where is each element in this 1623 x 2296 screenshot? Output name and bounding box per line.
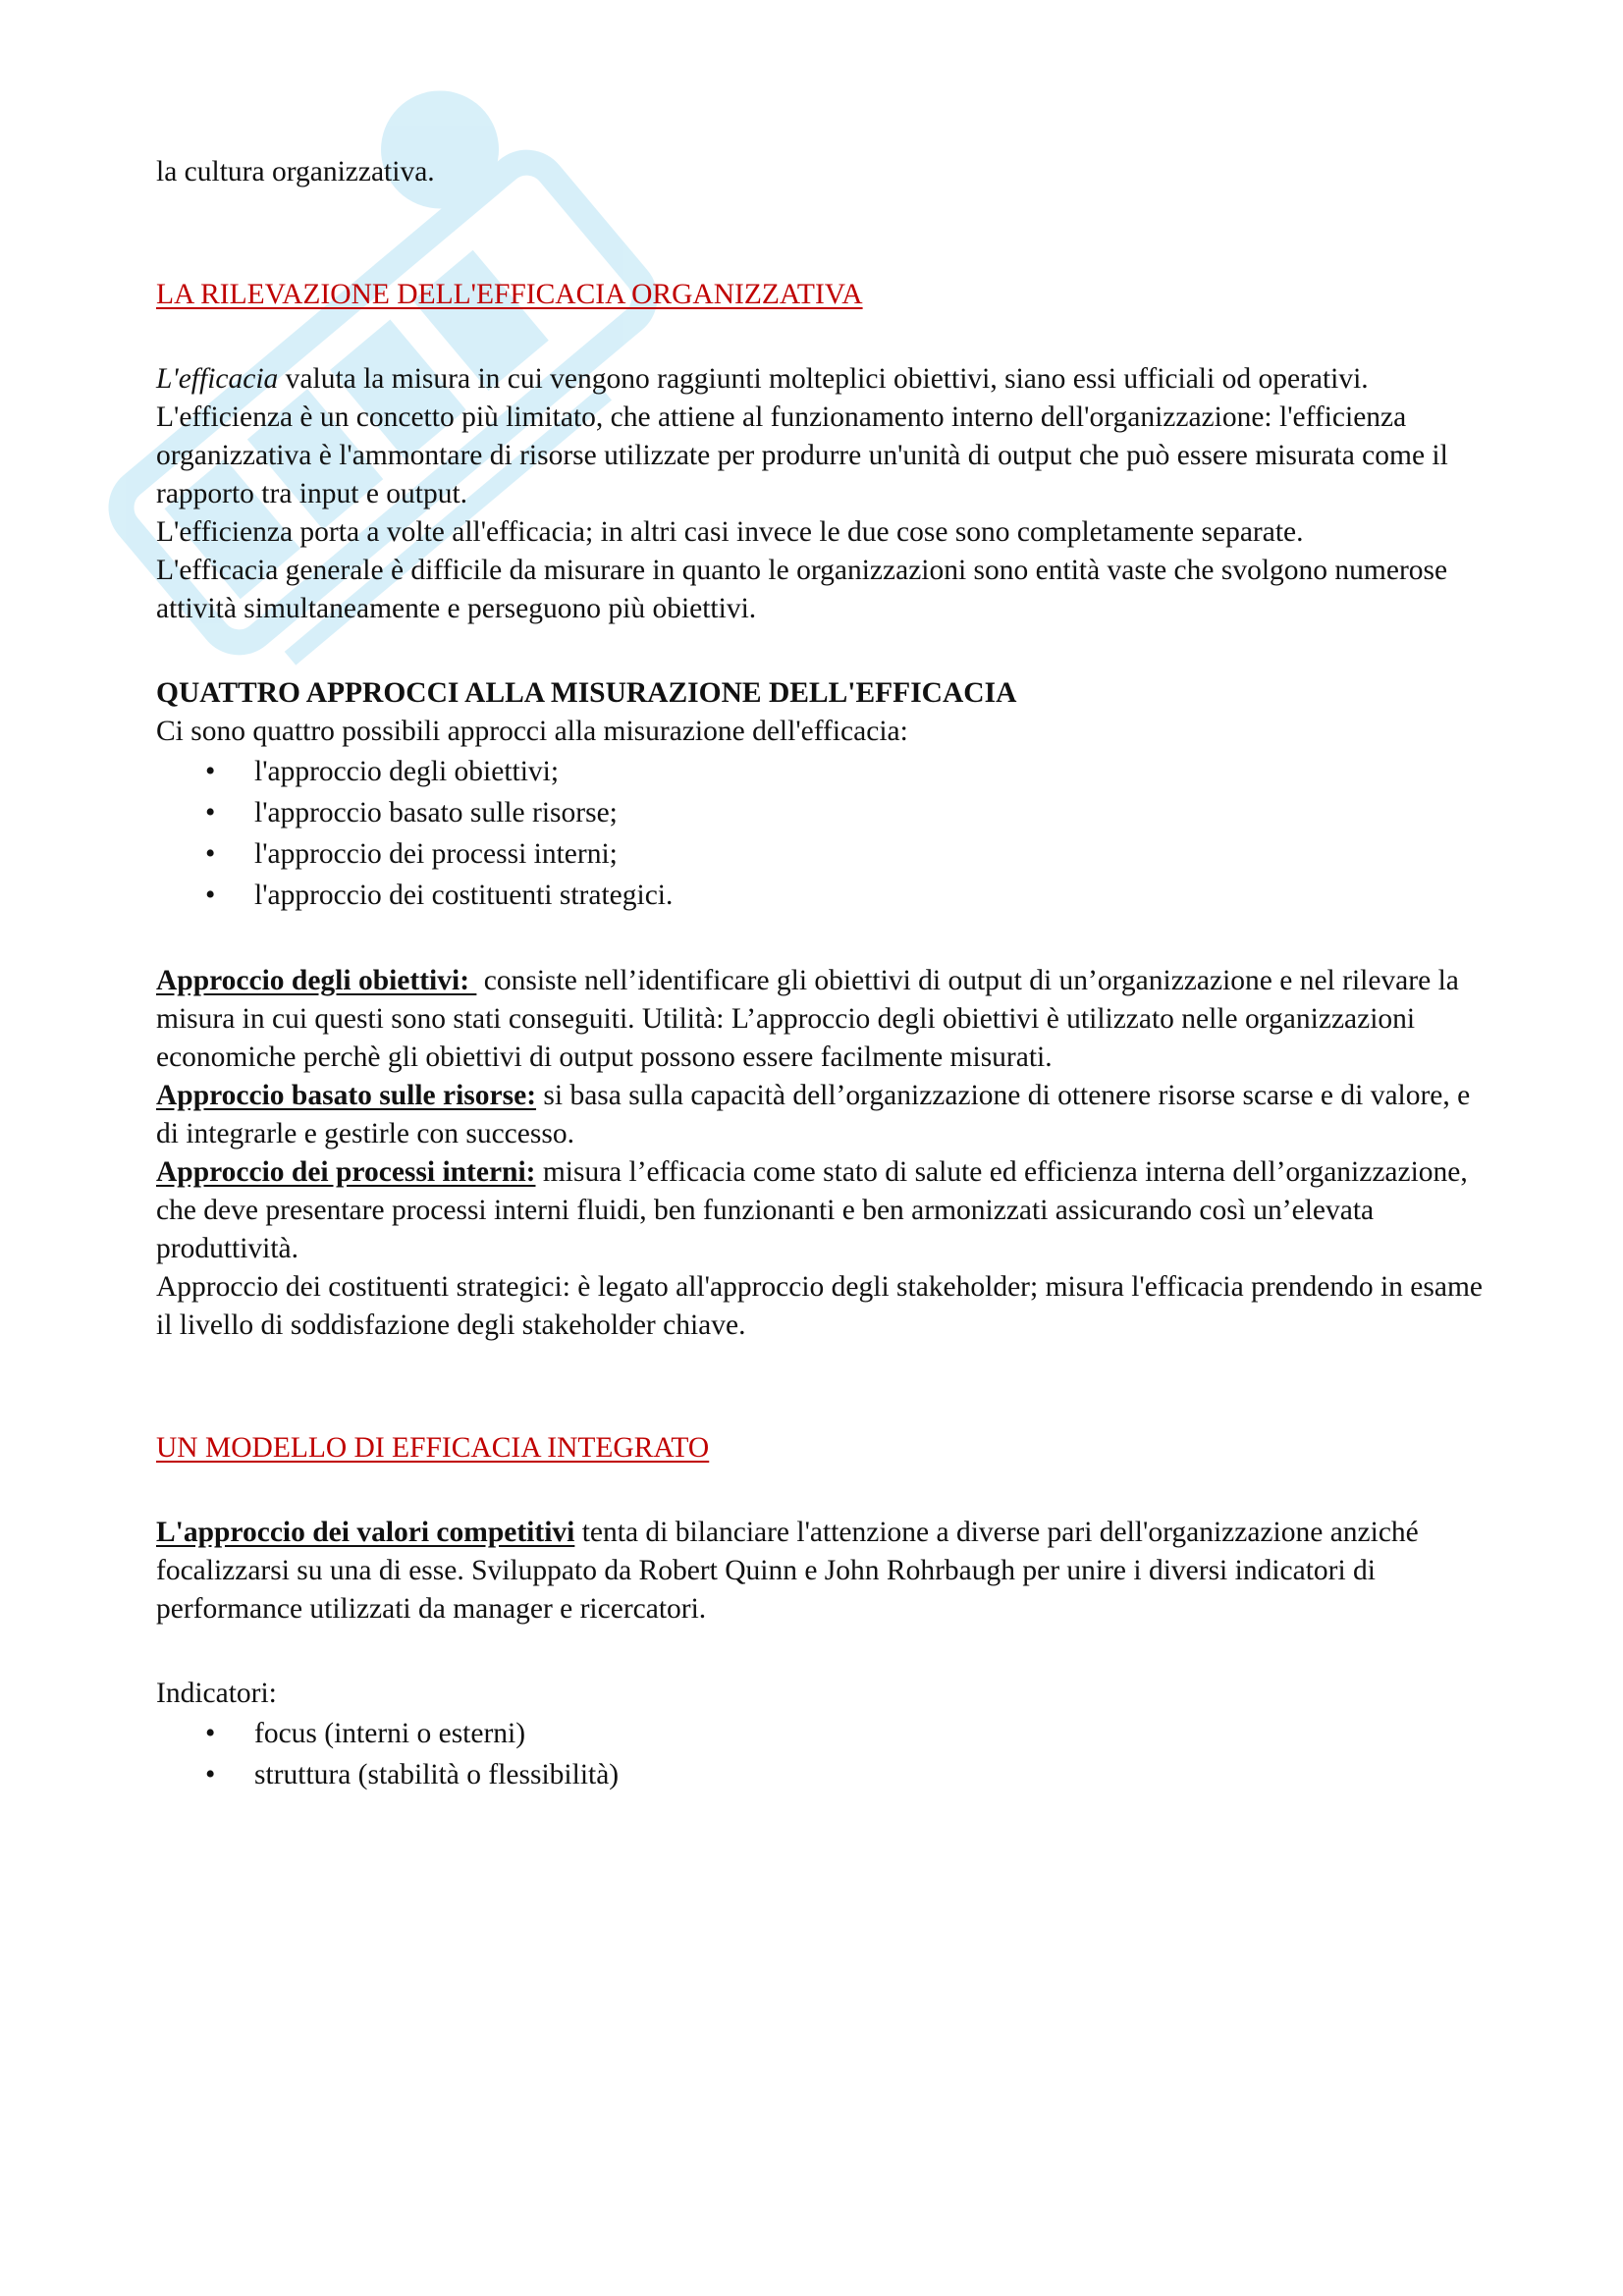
approccio-processi-paragraph: Approccio dei processi interni: misura l’efficacia come stato di salute ed efficienza interna dell’organizzazione, che deve presentare processi interni fluidi, ben funzionanti e ben armonizzati assicurando così un’elevata produttività. xyxy=(156,1156,1468,1264)
bullet-icon: • xyxy=(205,756,216,787)
approccio-obiettivi-lead: Approccio degli obiettivi: xyxy=(156,965,470,996)
document-page xyxy=(156,153,1491,1795)
approcci-list xyxy=(156,751,1491,916)
approccio-risorse-lead: Approccio basato sulle risorse: xyxy=(156,1080,537,1111)
term-efficacia: L'efficacia xyxy=(156,363,279,395)
section-heading-modello-integrato: UN MODELLO DI EFFICACIA INTEGRATO xyxy=(156,1432,710,1464)
efficacia-paragraph: L'efficacia valuta la misura in cui vengono raggiunti molteplici obiettivi, siano essi ufficiali od operativi. L'efficienza è un concetto più limitato, che attiene al funzionamento interno dell'organizzazione: l'efficienza organizzativa è l'ammontare di risorse utilizzate per produrre un'unità di output che può essere misurata come il rapporto tra input e output. xyxy=(156,363,1448,509)
bullet-icon: • xyxy=(205,838,216,870)
list-item: • l'approccio dei processi interni; xyxy=(156,833,1491,875)
approccio-costituenti-paragraph: Approccio dei costituenti strategici: è legato all'approccio degli stakeholder; misura l'efficacia prendendo in esame il livello di soddisfazione degli stakeholder chiave. xyxy=(156,1271,1484,1341)
list-item: • l'approccio basato sulle risorse; xyxy=(156,792,1491,833)
bullet-icon: • xyxy=(205,1759,216,1790)
valori-competitivi-lead: L'approccio dei valori competitivi xyxy=(156,1517,575,1548)
indicatori-list xyxy=(156,1713,1491,1795)
approccio-obiettivi-paragraph: Approccio degli obiettivi: consiste nell’identificare gli obiettivi di output di un’organizzazione e nel rilevare la misura in cui questi sono stati conseguiti. Utilità: L’approccio degli obiettivi è utilizzato nelle organizzazioni economiche perchè gli obiettivi di output possono essere facilmente misurati. xyxy=(156,965,1459,1073)
list-item: • l'approccio dei costituenti strategici. xyxy=(156,875,1491,916)
section-heading-rilevazione: LA RILEVAZIONE DELL'EFFICACIA ORGANIZZATIVA xyxy=(156,279,863,310)
indicatori-label: Indicatori: xyxy=(156,1678,277,1709)
list-item: • focus (interni o esterni) xyxy=(156,1713,1491,1754)
bullet-icon: • xyxy=(205,1718,216,1749)
efficienza-paragraph: L'efficienza porta a volte all'efficacia; in altri casi invece le due cose sono completamente separate. xyxy=(156,516,1304,548)
bullet-icon: • xyxy=(205,880,216,911)
efficacia-generale-paragraph: L'efficacia generale è difficile da misurare in quanto le organizzazioni sono entità vaste che svolgono numerose attività simultaneamente e perseguono più obiettivi. xyxy=(156,555,1448,624)
approcci-intro: Ci sono quattro possibili approcci alla misurazione dell'efficacia: xyxy=(156,716,908,747)
approccio-risorse-paragraph: Approccio basato sulle risorse: si basa sulla capacità dell’organizzazione di ottenere risorse scarse e di valore, e di integrarle e gestirle con successo. xyxy=(156,1080,1471,1149)
section-heading-quattro-approcci: QUATTRO APPROCCI ALLA MISURAZIONE DELL'EFFICACIA xyxy=(156,677,1017,709)
list-item: • l'approccio degli obiettivi; xyxy=(156,751,1491,792)
list-item: • struttura (stabilità o flessibilità) xyxy=(156,1754,1491,1795)
bullet-icon: • xyxy=(205,797,216,828)
approccio-processi-lead: Approccio dei processi interni: xyxy=(156,1156,536,1188)
valori-competitivi-paragraph: L'approccio dei valori competitivi tenta di bilanciare l'attenzione a diverse pari dell'organizzazione anziché focalizzarsi su una di esse. Sviluppato da Robert Quinn e John Rohrbaugh per unire i diversi indicatori di performance utilizzati da manager e ricercatori. xyxy=(156,1517,1419,1625)
intro-line: la cultura organizzativa. xyxy=(156,156,435,187)
